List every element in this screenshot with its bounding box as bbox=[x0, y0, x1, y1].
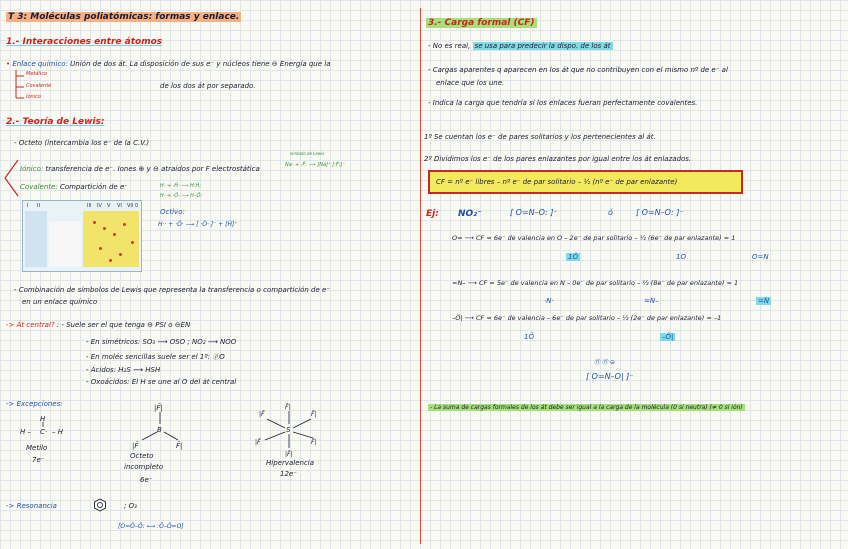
calc-3-b: –Ö| bbox=[662, 333, 674, 341]
svg-text:|F̄: |F̄ bbox=[259, 411, 265, 418]
table-head-1: I bbox=[27, 203, 29, 209]
table-head-8: 0 bbox=[135, 203, 139, 209]
octeto-line: - Octeto (intercambia los e⁻ de la C.V.) bbox=[14, 139, 150, 147]
octeto-incompleto-structure-diagram bbox=[130, 402, 190, 450]
section-2-title: 2.- Teoría de Lewis: bbox=[6, 117, 105, 127]
example-or: ó bbox=[608, 208, 613, 217]
covalente-equation-1: H· + ·Ḧ· ⟶ H:Ḧ: bbox=[160, 183, 201, 189]
page-title: T 3: Moléculas poliatómicas: formas y enlace. bbox=[8, 12, 240, 22]
bond-type-metalico: Metálico bbox=[26, 71, 48, 77]
ionico-equation: Na· + ·F̈: ⟶ [Na]⁺ [:F̈:]⁻ bbox=[285, 162, 345, 168]
theory-bracket bbox=[2, 158, 20, 198]
svg-text:F̄|: F̄| bbox=[311, 439, 317, 446]
cf-line-3: - Indica la carga que tendría si los enlaces fueran perfectamente covalentes. bbox=[428, 99, 698, 107]
table-head-3: III bbox=[87, 203, 92, 209]
formal-charge-formula-box: CF = nº e⁻ libres – nº e⁻ de par solitario – ½ (nº e⁻ de par enlazante) bbox=[428, 170, 743, 194]
example-structure-1: [ O=N–O: ]⁻ bbox=[510, 208, 558, 217]
final-structure: [ O=N–O| ]⁻ bbox=[586, 372, 634, 381]
svg-text:S: S bbox=[286, 426, 291, 434]
svg-text:F̄|: F̄| bbox=[285, 404, 291, 411]
electron-dot bbox=[119, 253, 122, 256]
calc-1-left: 1Ö bbox=[568, 253, 578, 261]
cf-step-2: 2º Dividimos los e⁻ de los pares enlazantes por igual entre los át enlazados. bbox=[424, 155, 692, 163]
table-head-5: V bbox=[107, 203, 111, 209]
final-formal-charges: ⓪ ⓪ ⊖ bbox=[594, 359, 615, 366]
ionico-line: Iónico: transferencia de e⁻. Iones ⊕ y ⊖ atraídos por F electrostática bbox=[20, 165, 260, 173]
table-head-2: II bbox=[37, 203, 40, 209]
calc-1-mid: 1O bbox=[676, 253, 686, 261]
electron-dot bbox=[103, 227, 106, 230]
calc-oxygen-double: O= ⟶ CF = 6e⁻ de valencia en O – 2e⁻ de par solitario – ½ (6e⁻ de par enlazante) = 1 bbox=[452, 234, 736, 242]
example-formula: NO₂⁻ bbox=[458, 209, 482, 219]
cf-line-2: - Cargas aparentes q aparecen en los át que no contribuyen con el mismo nº de e⁻ al bbox=[428, 66, 728, 74]
excepciones-label: -> Excepciones: bbox=[6, 400, 63, 408]
hipervalencia-electron-count: 12e⁻ bbox=[280, 470, 297, 478]
svg-text:F̄|: F̄| bbox=[176, 442, 183, 450]
svg-text:– H: – H bbox=[52, 428, 63, 436]
table-head-7: VII bbox=[127, 203, 134, 209]
table-head-4: IV bbox=[97, 203, 102, 209]
octeto-incompleto-electron-count: 6e⁻ bbox=[140, 476, 153, 484]
calc-2-b: =N– bbox=[644, 297, 659, 305]
electron-dot bbox=[99, 247, 102, 250]
bond-type-ionico: Iónico bbox=[26, 94, 41, 100]
covalente-line: Covalente: Compartición de e⁻ bbox=[20, 183, 128, 191]
covalente-equation-2: H· + ·Ö· ⟶ H–Ö: bbox=[160, 193, 203, 199]
electron-dot bbox=[131, 241, 134, 244]
calc-nitrogen: =N– ⟶ CF = 5e⁻ de valencia en N – 0e⁻ de par solitario – ½ (8e⁻ de par enlazante) = 1 bbox=[452, 279, 739, 287]
svg-text:|F̄|: |F̄| bbox=[154, 404, 163, 412]
central-item-4: - Oxoácidos: El H se une al O del át central bbox=[86, 378, 237, 386]
example-structure-2: [ O=N–O: ]⁻ bbox=[636, 208, 684, 217]
metilo-structure-diagram bbox=[18, 412, 74, 442]
enlace-definition-cont: de los dos át por separado. bbox=[160, 82, 256, 90]
section-3-title: 3.- Carga formal (CF) bbox=[428, 18, 535, 28]
svg-text:H: H bbox=[40, 415, 46, 423]
resonancia-equation: [O=Ö–Ö: ⟷ :Ö–Ö=O] bbox=[118, 523, 184, 530]
hipervalencia-label: Hipervalencia bbox=[266, 459, 315, 467]
svg-text:H –: H – bbox=[20, 428, 31, 436]
column-divider bbox=[420, 8, 421, 544]
octeto-incompleto-label: Octeto bbox=[130, 452, 154, 460]
cf-line-2-cont: enlace que los une. bbox=[436, 79, 505, 87]
section-1-title: 1.- Interacciones entre átomos bbox=[6, 37, 163, 47]
d-block bbox=[49, 221, 81, 267]
bullet-dot: • bbox=[6, 60, 11, 68]
electron-dot bbox=[93, 221, 96, 224]
svg-text:C·: C· bbox=[40, 428, 48, 436]
calc-1-frac: O=N bbox=[752, 253, 769, 261]
electron-dot bbox=[113, 233, 116, 236]
octivo-label: Octivo: bbox=[160, 208, 185, 216]
calc-3-a: 1Ö bbox=[524, 333, 534, 341]
cf-line-1: - No es real, se usa para predecir la dispo. de los át bbox=[428, 42, 611, 50]
enlace-definition: • Enlace químico: Unión de dos át. La disposición de sus e⁻ y núcleos tiene ⊖ Energía que la bbox=[6, 60, 331, 68]
cf-step-1: 1º Se cuentan los e⁻ de pares solitarios y los pertenecientes al át. bbox=[424, 133, 656, 141]
octivo-equation: H·· + ·Ö· ⟶ [ ·Ö· ]⁻ + [Ḧ]⁺ bbox=[158, 221, 238, 228]
svg-text:|F̄: |F̄ bbox=[255, 439, 261, 446]
bond-type-covalente: Covalente bbox=[26, 83, 52, 89]
hipervalencia-structure-diagram bbox=[255, 402, 325, 458]
calc-oxygen-single: –Ö| ⟶ CF = 6e⁻ de valencia – 6e⁻ de par solitario – ½ (2e⁻ de par enlazante) = –1 bbox=[452, 314, 722, 322]
central-item-3: - Ácidos: H₂S ⟶ HSH bbox=[86, 366, 161, 374]
resonancia-o3: ; O₃ bbox=[124, 502, 137, 510]
metilo-electron-count: 7e⁻ bbox=[32, 456, 45, 464]
metilo-label: Metilo bbox=[26, 444, 48, 452]
svg-text:|F̄: |F̄ bbox=[132, 442, 139, 450]
electron-dot bbox=[109, 259, 112, 262]
resonancia-label: -> Resonancia bbox=[6, 502, 57, 510]
svg-text:F̄|: F̄| bbox=[311, 411, 317, 418]
combinacion-line-2: en un enlace químico bbox=[22, 298, 98, 306]
benzene-ring-icon bbox=[93, 498, 107, 512]
calc-2-a: ·N· bbox=[544, 297, 554, 305]
s-block bbox=[25, 211, 47, 267]
example-label: Ej: bbox=[426, 209, 439, 219]
lewis-symbol-note: símbolo de Lewis bbox=[290, 151, 325, 156]
central-atom-line: -> Át central? : - Suele ser el que tenga ⊖ PSI o ⊖EN bbox=[6, 321, 191, 329]
periodic-table-snippet bbox=[22, 200, 142, 272]
central-item-1: - En simétricos: SO₃ ⟶ OSO ; NO₂ ⟶ NOO bbox=[86, 338, 237, 346]
svg-text:B: B bbox=[157, 426, 162, 434]
table-head-6: VI bbox=[117, 203, 122, 209]
electron-dot bbox=[123, 223, 126, 226]
svg-text:|F̄|: |F̄| bbox=[285, 451, 293, 458]
central-item-2: - En moléc sencillas suele ser el 1º: ⓟO bbox=[86, 353, 225, 361]
combinacion-line: - Combinación de símbolos de Lewis que representa la transferencia o compartición de e⁻ bbox=[14, 286, 331, 294]
formal-charge-sum-note: - La suma de cargas formales de los át debe ser igual a la carga de la molécula (0 si neutra) (≠ 0 si ión) bbox=[430, 404, 743, 411]
octeto-incompleto-label-2: incompleto bbox=[124, 463, 164, 471]
calc-2-c: =N bbox=[758, 297, 770, 305]
